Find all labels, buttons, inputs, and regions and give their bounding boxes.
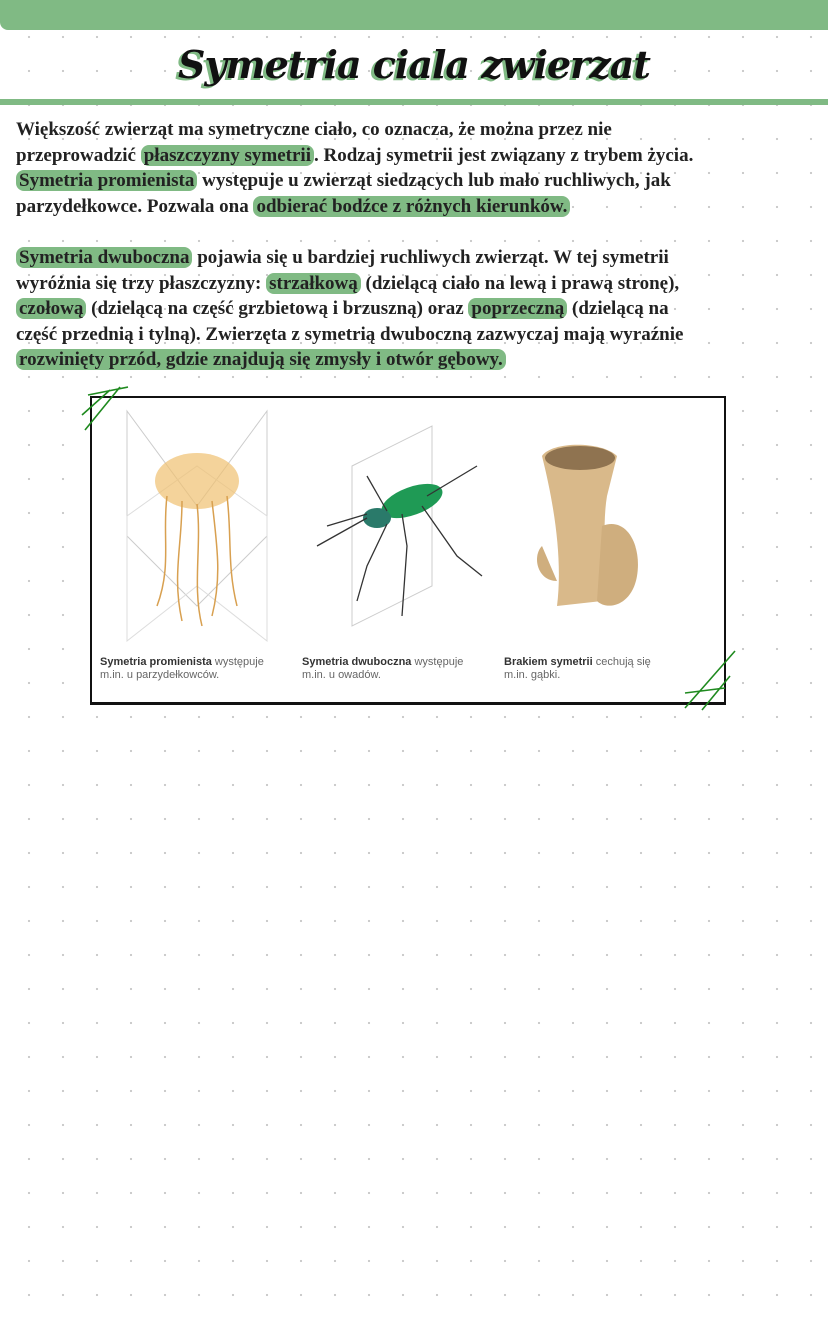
text: parzydełkowce. Pozwala ona xyxy=(16,195,254,217)
paragraph-bilateral xyxy=(16,245,816,373)
caption-text: m.in. u owadów. xyxy=(302,669,381,681)
symmetry-figure xyxy=(90,396,726,705)
title-divider xyxy=(0,99,828,105)
jellyfish-illustration xyxy=(112,406,282,646)
text-line xyxy=(16,168,816,194)
highlight: poprzeczną xyxy=(468,298,567,319)
sponge-photo xyxy=(512,406,702,646)
text: wyróżnia się trzy płaszczyzny: xyxy=(16,272,267,294)
text-line xyxy=(16,296,816,322)
text-line xyxy=(16,194,816,220)
page-title: Symetria ciala zwierzat xyxy=(178,42,650,87)
corner-slash-decoration xyxy=(80,385,130,435)
text-line xyxy=(16,347,816,373)
highlight: odbierać bodźce z różnych kierunków. xyxy=(253,196,570,217)
paragraph-intro xyxy=(16,117,816,219)
caption-text: m.in. u parzydełkowców. xyxy=(100,669,220,681)
text: (dzielącą na część grzbietową i brzuszną) oraz xyxy=(86,298,469,319)
text: występuje u zwierząt siedzących lub mało ruchliwych, jak xyxy=(197,170,671,191)
caption-text: występuje xyxy=(211,656,264,668)
text-line xyxy=(16,245,816,271)
top-banner xyxy=(0,0,828,30)
text-line xyxy=(16,271,816,297)
highlight: płaszczyzny symetrii xyxy=(141,145,314,166)
text: przeprowadzić xyxy=(16,144,141,166)
caption-asymmetric xyxy=(504,656,694,682)
caption-bold: Brakiem symetrii xyxy=(504,656,593,668)
text-line: część przednią i tylną). Zwierzęta z symetrią dwuboczną zazwyczaj mają wyraźnie xyxy=(16,323,684,345)
caption-text: cechują się xyxy=(592,656,651,668)
highlight: strzałkową xyxy=(266,273,361,294)
text: . Rodzaj symetrii jest związany z trybem życia. xyxy=(313,144,694,166)
text: (dzielącą na xyxy=(567,298,669,319)
caption-text: występuje xyxy=(411,656,464,668)
text: pojawia się u bardziej ruchliwych zwierząt. W tej symetrii xyxy=(192,247,669,268)
caption-bold: Symetria dwuboczna xyxy=(302,656,412,668)
text-line: Większość zwierząt ma symetryczne ciało, co oznacza, że można przez nie xyxy=(16,119,612,140)
caption-bold: Symetria promienista xyxy=(100,656,212,668)
highlight: czołową xyxy=(16,298,86,319)
caption-radial xyxy=(100,656,290,682)
text: (dzielącą ciało na lewą i prawą stronę), xyxy=(360,272,680,294)
highlight: rozwinięty przód, gdzie znajdują się zmysły i otwór gębowy. xyxy=(16,349,506,370)
highlight: Symetria promienista xyxy=(16,170,197,191)
highlight: Symetria dwuboczna xyxy=(16,247,192,268)
text-line xyxy=(16,143,816,169)
corner-slash-decoration xyxy=(680,648,740,713)
caption-bilateral xyxy=(302,656,492,682)
beetle-illustration xyxy=(307,406,487,646)
caption-text: m.in. gąbki. xyxy=(504,669,561,681)
